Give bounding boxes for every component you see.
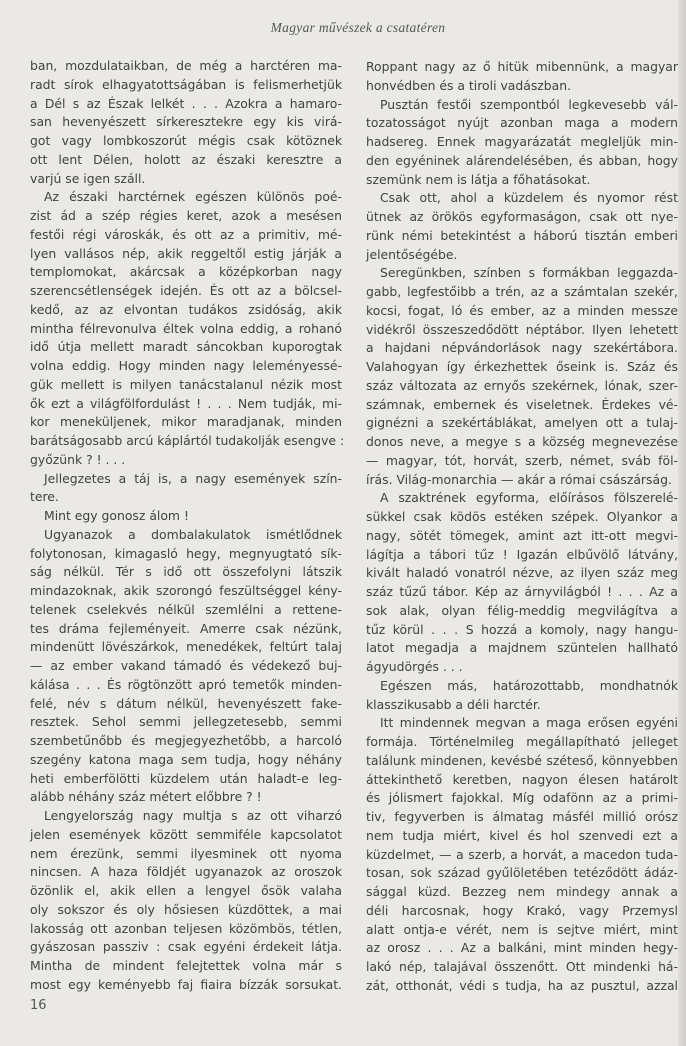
left-column bbox=[30, 57, 345, 995]
text-line: tes dráma fejleményeit. Amerre csak nézünk, bbox=[30, 620, 342, 636]
text-line: alatt ontja-e vérét, nem is sejtve miért, mint bbox=[366, 921, 678, 937]
text-line: déli harcosnak, hogy Krakó, vagy Przemysl bbox=[366, 902, 678, 918]
text-line: oly sokszor és oly hősiesen küzdöttek, a mai bbox=[30, 901, 342, 917]
text-line: festői régi városkák, és ott az a primitiv, mé- bbox=[30, 226, 342, 242]
text-line: vidékről összeszedődött néptábor. Ilyen lehetett bbox=[366, 321, 678, 337]
text-line: és jólismert fajokkal. Míg odafönn az a primi- bbox=[366, 790, 678, 806]
text-line: Seregünkben, színben s formákban leggazda- bbox=[380, 265, 678, 281]
text-line: zát, otthonát, védi s tudja, ha az pusztul, azzal bbox=[366, 977, 678, 993]
text-line: felé, név s dátum nélkül, hevenyészett fake- bbox=[30, 695, 342, 711]
text-line: nem tudja miért, kivel és hol szenvedi ezt a bbox=[366, 827, 678, 843]
text-line: san hevenyészett sírkeresztekre egy kis virá- bbox=[30, 114, 342, 130]
text-line: kor meneküljenek, mikor maradjanak, minden bbox=[30, 414, 342, 430]
running-title: Magyar művészek a csatatéren bbox=[270, 20, 446, 35]
text-line: számnak, embernek és viseletnek. Érdekes vé- bbox=[366, 396, 678, 412]
text-line: tozatosságot nyújt azonban maga a modern bbox=[366, 115, 678, 131]
text-line: resztek. Sehol semmi jellegzetesebb, semmi bbox=[30, 714, 342, 730]
text-line: tosan, sok század gyűlöletében tetéződött ádáz- bbox=[366, 865, 678, 881]
text-line: a hajdani népvándorlások nagy szekértábora. bbox=[366, 340, 678, 356]
text-line: kivált haladó vonatról nézve, az ilyen száz meg bbox=[366, 565, 678, 581]
text-line: Lengyelország nagy multja s az ott viharzó bbox=[44, 808, 342, 823]
text-line: jelen események között semmiféle kapcsolatot bbox=[30, 826, 342, 842]
text-line: írás. Világ-monarchia — akár a római császárság. bbox=[366, 471, 672, 487]
text-line: szemünk nem is látja a főhatásokat. bbox=[366, 171, 591, 187]
text-line: sággal küzd. Bezzeg nem mindegy annak a bbox=[366, 884, 678, 899]
text-line: nem érezünk, semmi ilyesminek ott nyoma bbox=[30, 845, 342, 861]
text-line: — az ember vakand támadó és védekező buj- bbox=[30, 658, 342, 673]
text-line: most egy keményebb faj fiaira bízzák sorsukat. bbox=[30, 976, 342, 992]
text-line: özönlik el, akik ellen a lengyel ősök valaha bbox=[30, 883, 342, 898]
text-line: Itt mindennek megvan a maga erősen egyéni bbox=[380, 715, 678, 731]
right-column bbox=[366, 58, 678, 996]
text-line: kálása . . . És rögtönzött apró temetők minden- bbox=[30, 676, 342, 692]
text-line: mindazoknak, akik szorongó feszültséggel kény- bbox=[30, 583, 342, 598]
text-line: tiv, fegyverben is álmatag másfél millió orósz bbox=[366, 809, 678, 824]
text-line: Pusztán festői szempontból legkevesebb vál- bbox=[380, 96, 678, 112]
text-line: folytonosan, kimagasló hegy, megnyugtató sík- bbox=[30, 545, 342, 561]
text-line: heti emberfölötti küzdelem után haladt-e leg- bbox=[30, 770, 342, 786]
text-line: lakó nép, talajával összenőtt. Ott mindenki há- bbox=[366, 959, 678, 974]
text-line: nincsen. A haza földjét ugyanazok az oroszok bbox=[30, 864, 342, 880]
text-line: lakosság ott azonban teljesen közömbös, tétlen, bbox=[30, 920, 342, 936]
text-line: gabb, legfestőibb a trén, az a számtalan szekér, bbox=[366, 284, 678, 299]
text-line: Csak ott, ahol a küzdelem és nyomor rést bbox=[380, 190, 678, 206]
text-line: ők ezt a világfölfordulást ! . . . Nem tudják, mi- bbox=[30, 395, 342, 411]
text-line: got vagy lombkoszorút mégis csak kötöznek bbox=[30, 133, 342, 148]
text-line: ágyudörgés . . . bbox=[366, 659, 463, 674]
text-line: latot megadja a majdnem szüntelen hallható bbox=[366, 640, 678, 656]
text-line: ott lent Délen, holott az északi keresztre a bbox=[30, 151, 342, 167]
text-line: varjú se igen száll. bbox=[30, 170, 146, 186]
text-line: rünk némi betekintést a háború tisztán emberi bbox=[366, 227, 678, 243]
text-line: hadsereg. Ennek magyarázatát megleljük min- bbox=[366, 134, 678, 149]
text-line: kedő, az az elvontan tudákos zsidóság, akik bbox=[30, 301, 342, 317]
text-line: telenek cselekvés nélkül szemlélni a rettene- bbox=[30, 601, 342, 617]
text-line: mintha félrevonulva éltek volna eddig, a rohanó bbox=[30, 320, 342, 336]
page-number: 16 bbox=[30, 998, 47, 1013]
text-line: kocsi, fogat, ló és ember, az a minden messze bbox=[366, 302, 678, 318]
text-line: sok alak, olyan félig-meddig megvilágítva a bbox=[366, 602, 678, 618]
text-line: A szaktrének egyforma, előírásos fölszerelé- bbox=[380, 490, 678, 506]
text-line: gignézni a szekértáblákat, amelyen ott a tulaj- bbox=[366, 415, 678, 431]
text-line: Egészen más, határozottabb, mondhatnók bbox=[380, 677, 678, 693]
text-line: honvédben és a tiroli vadászban. bbox=[366, 77, 572, 93]
text-line: Mintha de mindent felejtettek volna már s bbox=[30, 958, 342, 973]
text-line: Roppant nagy az ő hitük mibennünk, a magyar bbox=[366, 59, 678, 74]
text-line: szembetűnőbb és megjegyezhetőbb, a harcoló bbox=[30, 733, 342, 748]
text-line: szerencsétlenségek idején. És ott az a bölcsel- bbox=[30, 283, 342, 298]
text-line: mindenütt lövészárkok, menedékek, feltúrt talaj bbox=[30, 639, 342, 655]
text-line: jelentőségébe. bbox=[366, 246, 458, 262]
text-line: lágítja a tábori tűz ! Igazán elbűvölő látvány, bbox=[366, 546, 678, 562]
text-line: den egyéninek alárendelésében, és abban, hogy bbox=[366, 152, 678, 168]
text-line: Ugyanazok a dombalakulatok ismétlődnek bbox=[44, 526, 342, 542]
text-line: Jellegzetes a táj is, a nagy események szín- bbox=[44, 470, 342, 486]
text-line: ban, mozdulataikban, de még a harctéren ma- bbox=[30, 58, 342, 73]
text-line: szegény katona maga sem tudja, hogy néhány bbox=[30, 751, 342, 767]
text-line: volna eddig. Hogy minden nagy leleményessé- bbox=[30, 358, 342, 373]
text-line: áttekinthető keretben, nagyon élesen határolt bbox=[366, 771, 678, 787]
text-line: az orosz . . . Az a balkáni, mint minden hegy- bbox=[366, 940, 678, 956]
text-line: sükkel csak ködös estéken szépek. Olyankor a bbox=[366, 509, 678, 524]
text-line: Az északi harctérnek egészen különös poé- bbox=[44, 189, 342, 205]
text-line: gük mellett is milyen tanácstalanul nézik most bbox=[30, 376, 342, 392]
text-line: küzdelmet, — a szerb, a horvát, a macedon tuda- bbox=[366, 846, 678, 862]
text-line: nagy, sötét tömegek, amint azt itt-ott megvi- bbox=[366, 527, 678, 543]
scan-page-edge bbox=[678, 0, 686, 1046]
text-line: győzünk ? ! . . . bbox=[30, 451, 126, 467]
text-line: a Dél s az Észak lelkét . . . Azokra a hamaro- bbox=[30, 95, 342, 111]
text-line: ság nélkül. Tér s idő ott összefolyni látszik bbox=[30, 564, 342, 580]
text-line: találunk mindenen, kevésbé széteső, könnyebben bbox=[366, 752, 678, 768]
text-line: donos neve, a megye s a község megnevezése bbox=[366, 434, 678, 449]
text-line: Mint egy gonosz álom ! bbox=[44, 508, 189, 523]
text-line: tűz körül . . . S hozzá a komoly, nagy hangu- bbox=[366, 621, 678, 637]
text-line: formája. Történelmileg megállapítható jelleget bbox=[366, 734, 678, 749]
text-line: zist ád a szép régies keret, azok a mesésen bbox=[30, 208, 342, 223]
text-line: klasszikusabb a déli harctér. bbox=[366, 696, 541, 712]
text-line: radt sírok elhagyatottságában is felismerhetjük bbox=[30, 76, 342, 92]
text-line: barátságosabb arcú káplártól tudakolják esengve : bbox=[30, 433, 345, 448]
text-line: lyen vallásos nép, akik reggeltől estig járják a bbox=[30, 245, 342, 261]
text-line: alább néhány száz métert előbbre ? ! bbox=[30, 789, 262, 805]
text-line: idő útja mellett maradt sáncokban kuporogtak bbox=[30, 339, 342, 355]
text-line: templomokat, akárcsak a középkorban nagy bbox=[30, 264, 342, 280]
text-line: — magyar, tót, horvát, szerb, német, sváb föl- bbox=[366, 452, 678, 468]
text-line: Valahogyan így érkezhettek őseink is. Száz és bbox=[366, 359, 678, 374]
text-line: tere. bbox=[30, 489, 59, 505]
text-line: száz tűzű tábor. Kép az árnyvilágból ! . . . Az a bbox=[366, 584, 678, 599]
text-line: száz változata az ernyős szekérnek, lónak, szer- bbox=[366, 377, 678, 393]
text-line: ütnek az örökös egyformaságon, csak ott nye- bbox=[366, 209, 678, 224]
text-line: gyászosan passziv : csak egyéni érdekeit látja. bbox=[30, 939, 342, 955]
